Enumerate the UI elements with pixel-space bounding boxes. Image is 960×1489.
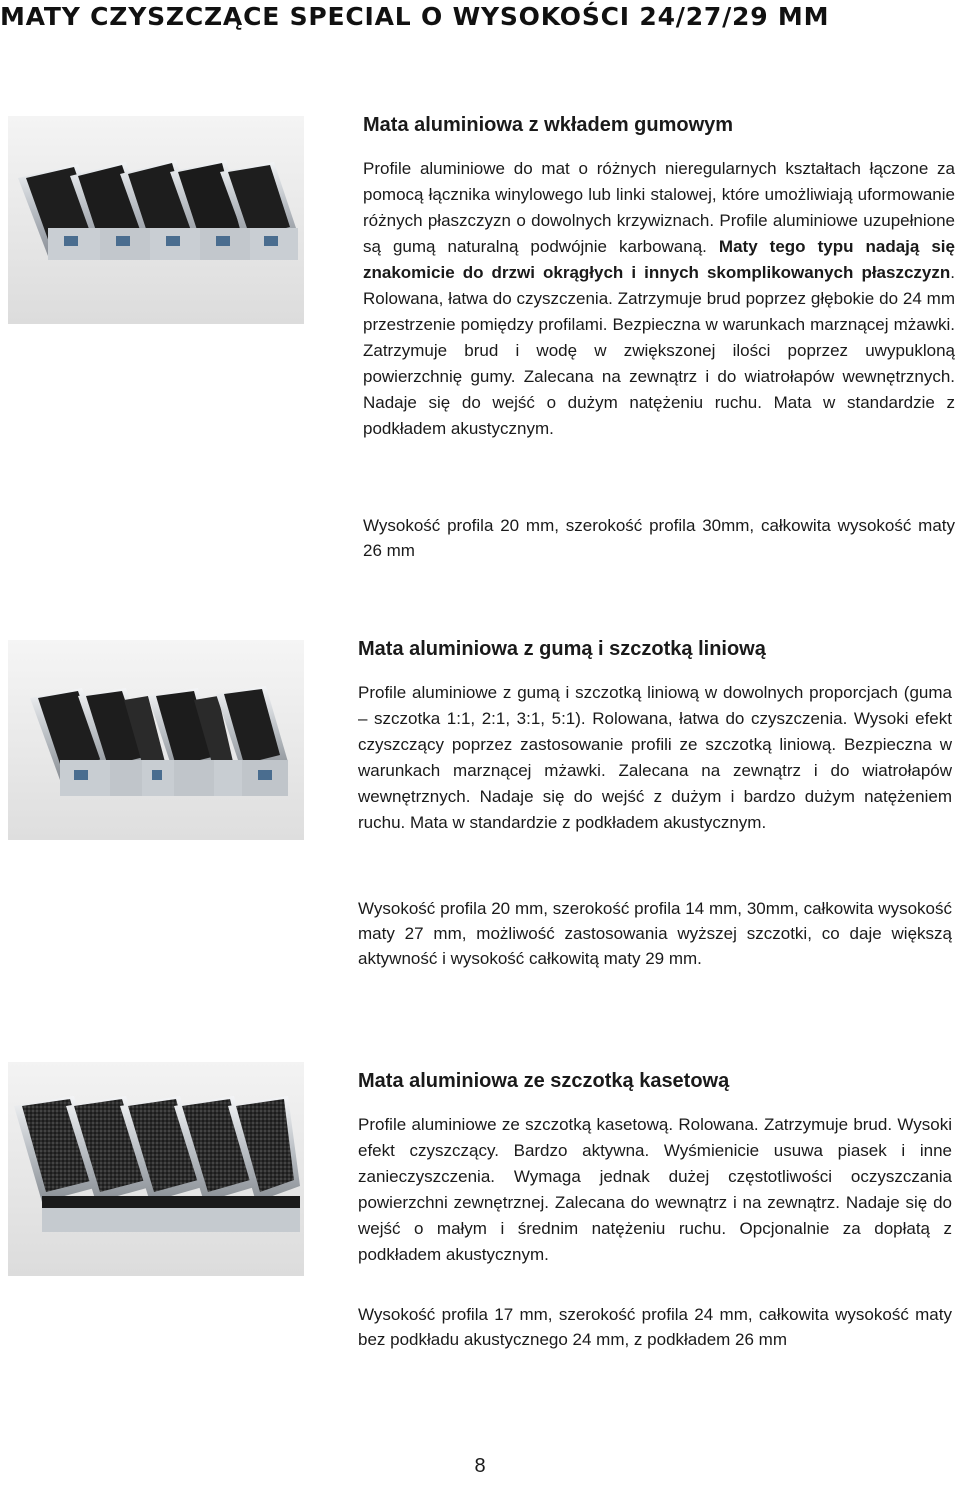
product-photo-cassette-brush-mat (8, 1062, 304, 1276)
description-text: Profile aluminiowe do mat o różnych nieregularnych kształtach łączone za pomocą łącznika winylowego lub linki stalowej, które umożliwiają uformowanie różnych płaszczyzn o dowolnych krzywiznach. Profile aluminiowe uzupełnione są gumą naturalną podwójnie karbowaną. (363, 159, 955, 256)
section-heading: Mata aluminiowa ze szczotką kasetową (358, 1070, 730, 1092)
description-text-continued: . Rolowana, łatwa do czyszczenia. Zatrzymuje brud poprzez głębokie do 24 mm przestrzenie pomiędzy profilami. Bezpieczna w warunkach marznącej mżawki. Zatrzymuje brud i wodę w zwiększonej ilości poprzez uwypukloną powierzchnię gumy. Zalecana na zewnątrz i do wiatrołapów wewnętrznych. Nadaje się do wejść o dużym natężeniu ruchu. Mata w standardzie z podkładem akustycznym. (363, 263, 955, 438)
section-spec: Wysokość profila 20 mm, szerokość profila 14 mm, 30mm, całkowita wysokość maty 27 mm, możliwość zastosowania wyższej szczotki, co daje większą aktywność i wysokość całkowitą maty 29 mm. (358, 899, 952, 968)
section-heading: Mata aluminiowa z wkładem gumowym (363, 114, 734, 136)
section-description (363, 156, 955, 442)
section-heading: Mata aluminiowa z gumą i szczotką liniową (358, 638, 766, 660)
description-highlight: Maty tego typu nadają się znakomicie do drzwi okrągłych i innych skomplikowanych płaszczyzn (363, 237, 955, 282)
product-photo-rubber-brush-mat (8, 640, 304, 840)
section-description: Profile aluminiowe ze szczotką kasetową. Rolowana. Zatrzymuje brud. Wysoki efekt czyszczący. Bardzo aktywna. Wyśmienicie usuwa piasek i inne zanieczyszczenia. Wymaga jednak dużej częstotliwości oczyszczania powierzchni zewnętrznej. Zalecana do wewnątrz i na zewnątrz. Nadaje się do wejść o małym i średnim natężeniu ruchu. Opcjonalnie za dopłatą z podkładem akustycznym. (358, 1115, 952, 1264)
page-title: MATY CZYSZCZĄCE SPECIAL O WYSOKOŚCI 24/27/29 MM (0, 2, 830, 31)
section-cassette-brush-mat (358, 1068, 952, 1268)
section-rubber-mat (363, 112, 955, 442)
section-description: Profile aluminiowe z gumą i szczotką liniową w dowolnych proporcjach (guma – szczotka 1:1, 2:1, 3:1, 5:1). Rolowana, łatwa do czyszczenia. Wysoki efekt czyszczący poprzez zastosowanie profili ze szczotką liniową. Bezpieczna w warunkach marznącej mżawki. Zalecana na zewnątrz i do wiatrołapów wewnętrznych. Nadaje się do wejść z dużym i bardzo dużym natężeniem ruchu. Mata w standardzie z podkładem akustycznym. (358, 683, 952, 832)
section-spec: Wysokość profila 17 mm, szerokość profila 24 mm, całkowita wysokość maty bez podkładu akustycznego 24 mm, z podkładem 26 mm (358, 1305, 952, 1349)
section-rubber-brush-mat (358, 636, 952, 836)
product-photo-rubber-mat (8, 116, 304, 324)
section-spec: Wysokość profila 20 mm, szerokość profila 30mm, całkowita wysokość maty 26 mm (363, 516, 955, 560)
page-number: 8 (474, 1455, 486, 1477)
